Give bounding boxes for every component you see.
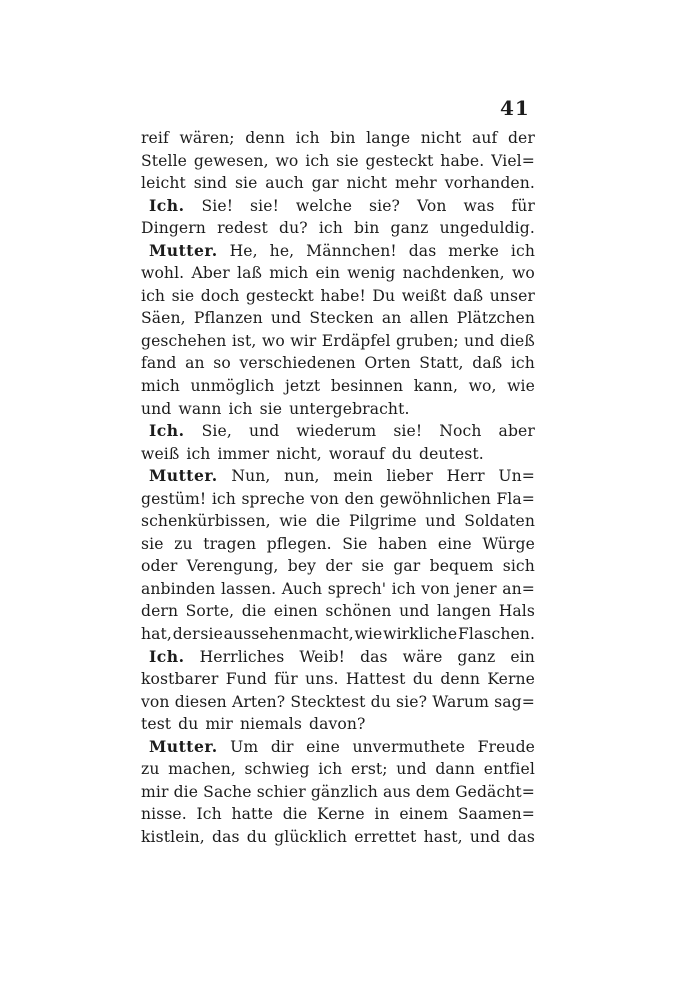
- word: leicht: [141, 174, 186, 193]
- word: errettet: [354, 827, 417, 846]
- text-line: [141, 240, 535, 263]
- word: deutest.: [419, 444, 484, 463]
- word: wir: [290, 331, 317, 350]
- word: mich: [141, 377, 180, 396]
- word: der: [507, 129, 535, 147]
- word: schier: [256, 782, 306, 801]
- word: und: [425, 512, 456, 531]
- text-line: [141, 600, 535, 623]
- word: Stecktest: [290, 692, 366, 711]
- word: wo: [275, 151, 299, 170]
- text-line: [141, 262, 535, 285]
- word: auf: [471, 129, 498, 147]
- speaker-name: Ich.: [149, 646, 185, 666]
- word: Sie!: [201, 196, 234, 215]
- word: dern: [141, 602, 179, 621]
- word: sag=: [494, 692, 535, 711]
- text-line: [141, 375, 535, 398]
- word: geschehen: [141, 331, 227, 350]
- word: du: [178, 715, 199, 734]
- word: mir: [205, 715, 233, 734]
- word: Saamen=: [457, 805, 535, 824]
- word: fand: [141, 354, 177, 373]
- word: auch: [265, 174, 304, 193]
- word: immer: [217, 444, 270, 463]
- word: Von: [416, 196, 447, 215]
- word: sie?: [396, 692, 428, 711]
- word: jetzt: [284, 377, 321, 396]
- word: sie: [200, 625, 223, 644]
- word: Soldaten: [464, 512, 535, 531]
- word: das: [211, 827, 240, 846]
- word: dir: [270, 737, 294, 756]
- text-line: [141, 803, 535, 826]
- word: langen: [436, 602, 492, 621]
- word: einem: [399, 805, 449, 824]
- word: schenkürbissen,: [141, 512, 271, 531]
- speaker-name: Mutter.: [149, 240, 218, 260]
- word: Herrliches: [199, 647, 285, 666]
- word: wirkliche: [383, 625, 458, 644]
- word: Stelle: [141, 151, 187, 170]
- word: Sache: [203, 782, 252, 801]
- word: das: [507, 827, 535, 846]
- word: haben: [378, 534, 428, 553]
- text-line: [141, 150, 535, 173]
- word: aus: [382, 782, 411, 801]
- text-line: [141, 758, 535, 781]
- word: ich: [211, 489, 236, 508]
- text-line: [141, 307, 535, 330]
- word: weiß: [141, 444, 180, 463]
- word: gewöhnlichen: [379, 489, 491, 508]
- word: Auch: [281, 579, 323, 598]
- word: Kerne: [487, 670, 535, 689]
- word: sind: [193, 174, 228, 193]
- word: ich: [391, 579, 416, 598]
- word: das: [360, 647, 388, 666]
- text-line: [141, 443, 535, 466]
- word: Fla=: [496, 489, 535, 508]
- word: allen: [409, 309, 449, 328]
- word: niemals: [239, 715, 302, 734]
- word: an: [381, 309, 402, 328]
- word: erst;: [350, 760, 388, 779]
- text-line: [141, 488, 535, 511]
- word: ein: [315, 264, 341, 283]
- word: Warum: [432, 692, 489, 711]
- word: gewesen,: [193, 151, 269, 170]
- word: unser: [489, 286, 535, 305]
- word: Statt,: [419, 354, 464, 373]
- word: gar: [311, 174, 339, 193]
- word: Hattest: [345, 670, 406, 689]
- word: von: [421, 579, 450, 598]
- word: bequem: [429, 557, 494, 576]
- word: Orten: [364, 354, 411, 373]
- word: sie: [259, 399, 283, 418]
- word: verschiedenen: [239, 354, 356, 373]
- word: wann: [178, 399, 222, 418]
- word: mir: [141, 782, 169, 801]
- word: nicht,: [276, 444, 322, 463]
- word: ich: [228, 399, 253, 418]
- page-number: 41: [500, 96, 530, 120]
- word: ich: [305, 151, 330, 170]
- word: daß: [472, 354, 503, 373]
- word: weißt: [401, 286, 447, 305]
- word: Ich: [196, 805, 222, 824]
- word: wo: [261, 331, 285, 350]
- word: wie: [354, 625, 383, 644]
- word: besinnen: [330, 377, 404, 396]
- word: Fund: [225, 670, 268, 689]
- text-line: [141, 691, 535, 714]
- word: von: [141, 692, 170, 711]
- word: du: [370, 692, 391, 711]
- body-text: [141, 127, 535, 849]
- word: ich: [318, 219, 343, 238]
- word: test: [141, 715, 172, 734]
- word: vorhanden.: [444, 174, 535, 193]
- word: nachdenken,: [402, 264, 505, 283]
- word: unvermuthete: [352, 737, 466, 756]
- word: Säen,: [141, 309, 186, 328]
- text-line: [141, 578, 535, 601]
- text-line: [141, 420, 535, 443]
- word: die: [241, 602, 267, 621]
- word: ganz: [457, 647, 496, 666]
- word: wären;: [179, 129, 235, 147]
- word: ich: [186, 444, 211, 463]
- word: denn: [440, 670, 481, 689]
- word: die: [315, 512, 341, 531]
- word: ich: [141, 286, 166, 305]
- word: sprech': [327, 579, 387, 598]
- text-line: [141, 555, 535, 578]
- word: spreche: [241, 489, 305, 508]
- word: dann: [435, 760, 476, 779]
- word: eine: [437, 534, 472, 553]
- word: redest: [217, 219, 268, 238]
- word: wo,: [468, 377, 497, 396]
- text-line: [141, 217, 535, 240]
- word: Viel=: [491, 151, 535, 170]
- word: reif: [141, 129, 169, 147]
- word: nisse.: [141, 805, 187, 824]
- word: He,: [229, 241, 258, 260]
- word: der: [325, 557, 353, 576]
- text-line: [141, 195, 535, 218]
- word: doch: [200, 286, 240, 305]
- text-line: [141, 330, 535, 353]
- word: lange: [366, 129, 411, 147]
- word: Stecken: [309, 309, 374, 328]
- word: sie!: [393, 422, 423, 441]
- word: einen: [273, 602, 318, 621]
- word: mehr: [394, 174, 437, 193]
- word: ich: [510, 354, 535, 373]
- word: für: [511, 196, 535, 215]
- word: gesteckt: [365, 151, 434, 170]
- word: Pflanzen: [193, 309, 263, 328]
- word: der: [172, 625, 200, 644]
- word: wie: [507, 377, 535, 396]
- word: Sorte,: [185, 602, 235, 621]
- word: sich: [502, 557, 535, 576]
- word: Freude: [477, 737, 535, 756]
- word: sie: [336, 151, 359, 170]
- word: Erdäpfel: [321, 331, 391, 350]
- word: lieber: [386, 467, 433, 486]
- text-line: [141, 736, 535, 759]
- word: und: [270, 309, 302, 328]
- word: jener: [455, 579, 497, 598]
- word: untergebracht.: [289, 399, 410, 418]
- word: du: [391, 444, 412, 463]
- word: lassen.: [220, 579, 277, 598]
- word: du: [412, 670, 434, 689]
- word: laß: [237, 264, 263, 283]
- word: Gedächt=: [455, 782, 535, 801]
- word: gesteckt: [245, 286, 314, 305]
- word: sie!: [250, 196, 279, 215]
- word: Um: [230, 737, 259, 756]
- word: aber: [498, 422, 535, 441]
- word: und: [248, 422, 280, 441]
- word: an=: [502, 579, 535, 598]
- word: davon?: [308, 715, 366, 734]
- text-line: [141, 623, 535, 646]
- word: du: [246, 827, 267, 846]
- word: ganz: [390, 219, 429, 238]
- word: glücklich: [274, 827, 348, 846]
- word: wohl.: [141, 264, 185, 283]
- word: sie?: [369, 196, 400, 215]
- word: kistlein,: [141, 827, 205, 846]
- word: Nun,: [231, 467, 271, 486]
- word: Hals: [498, 602, 535, 621]
- text-line: [141, 781, 535, 804]
- word: Dingern: [141, 219, 206, 238]
- speaker-name: Mutter.: [149, 466, 218, 486]
- word: anbinden: [141, 579, 216, 598]
- word: die: [173, 782, 199, 801]
- word: das: [408, 241, 437, 260]
- word: mich: [269, 264, 309, 283]
- text-line: [141, 713, 535, 736]
- word: Pilgrime: [348, 512, 417, 531]
- word: daß: [453, 286, 484, 305]
- word: Plätzchen: [456, 309, 535, 328]
- word: eine: [306, 737, 340, 756]
- word: ich: [295, 129, 320, 147]
- word: welche: [295, 196, 353, 215]
- word: Un=: [498, 467, 535, 486]
- word: pflegen.: [266, 534, 332, 553]
- word: hatte: [231, 805, 274, 824]
- word: gar: [393, 557, 421, 576]
- text-line: [141, 646, 535, 669]
- word: sie: [141, 534, 164, 553]
- speaker-name: Mutter.: [149, 736, 218, 756]
- word: was: [463, 196, 495, 215]
- word: für: [274, 670, 298, 689]
- text-line: [141, 510, 535, 533]
- word: gänzlich: [310, 782, 378, 801]
- word: Noch: [439, 422, 482, 441]
- text-line: [141, 127, 535, 150]
- word: ungeduldig.: [439, 219, 535, 238]
- word: habe!: [320, 286, 366, 305]
- word: Du: [372, 286, 396, 305]
- speaker-name: Ich.: [149, 421, 185, 441]
- word: schwieg: [244, 760, 310, 779]
- word: ich: [510, 241, 535, 260]
- word: bin: [354, 219, 380, 238]
- text-line: [141, 352, 535, 375]
- word: gruben;: [396, 331, 459, 350]
- word: und: [469, 827, 501, 846]
- text-line: [141, 398, 535, 421]
- word: diesen: [174, 692, 227, 711]
- word: dieß: [499, 331, 535, 350]
- word: gestüm!: [141, 489, 207, 508]
- word: machen,: [168, 760, 236, 779]
- word: sie: [361, 557, 385, 576]
- word: dem: [415, 782, 451, 801]
- word: aussehen: [223, 625, 299, 644]
- word: nicht: [420, 129, 462, 147]
- word: in: [374, 805, 390, 824]
- word: Verengung,: [186, 557, 279, 576]
- word: die: [282, 805, 308, 824]
- word: und: [141, 399, 172, 418]
- word: bey: [287, 557, 317, 576]
- word: an: [185, 354, 205, 373]
- word: von: [310, 489, 339, 508]
- word: nun,: [284, 467, 320, 486]
- word: oder: [141, 557, 178, 576]
- word: und: [399, 602, 430, 621]
- text-line: [141, 533, 535, 556]
- word: habe.: [440, 151, 485, 170]
- text-line: [141, 285, 535, 308]
- word: worauf: [328, 444, 385, 463]
- word: uns.: [305, 670, 339, 689]
- word: schönen: [325, 602, 392, 621]
- word: wo: [511, 264, 535, 283]
- word: kostbarer: [141, 670, 219, 689]
- word: Arten?: [232, 692, 286, 711]
- text-line: [141, 826, 535, 849]
- word: bin: [330, 129, 356, 147]
- word: Männchen!: [306, 241, 397, 260]
- word: Sie: [342, 534, 368, 553]
- word: Aber: [191, 264, 230, 283]
- word: tragen: [203, 534, 257, 553]
- word: ein: [510, 647, 535, 666]
- word: sie: [171, 286, 195, 305]
- word: zu: [174, 534, 193, 553]
- word: hast,: [423, 827, 463, 846]
- word: Herr: [446, 467, 485, 486]
- word: mein: [333, 467, 373, 486]
- word: denn: [245, 129, 285, 147]
- word: Kerne: [317, 805, 365, 824]
- text-line: [141, 172, 535, 195]
- word: Würge: [482, 534, 535, 553]
- word: Weib!: [299, 647, 346, 666]
- word: wie: [279, 512, 308, 531]
- word: hat,: [141, 625, 172, 644]
- word: entfiel: [483, 760, 535, 779]
- word: sie: [234, 174, 258, 193]
- speaker-name: Ich.: [149, 195, 185, 215]
- word: du?: [279, 219, 308, 238]
- word: und: [396, 760, 427, 779]
- word: wiederum: [296, 422, 377, 441]
- word: Sie,: [201, 422, 232, 441]
- word: merke: [448, 241, 499, 260]
- word: und: [464, 331, 495, 350]
- word: wenig: [347, 264, 396, 283]
- word: nicht: [346, 174, 388, 193]
- word: macht,: [299, 625, 354, 644]
- word: zu: [141, 760, 160, 779]
- word: so: [213, 354, 231, 373]
- word: ist,: [231, 331, 257, 350]
- word: ich: [318, 760, 343, 779]
- word: wäre: [402, 647, 443, 666]
- word: he,: [269, 241, 295, 260]
- word: kann,: [413, 377, 459, 396]
- word: den: [344, 489, 375, 508]
- word: unmöglich: [190, 377, 275, 396]
- word: Flaschen.: [457, 625, 535, 644]
- text-line: [141, 465, 535, 488]
- text-line: [141, 668, 535, 691]
